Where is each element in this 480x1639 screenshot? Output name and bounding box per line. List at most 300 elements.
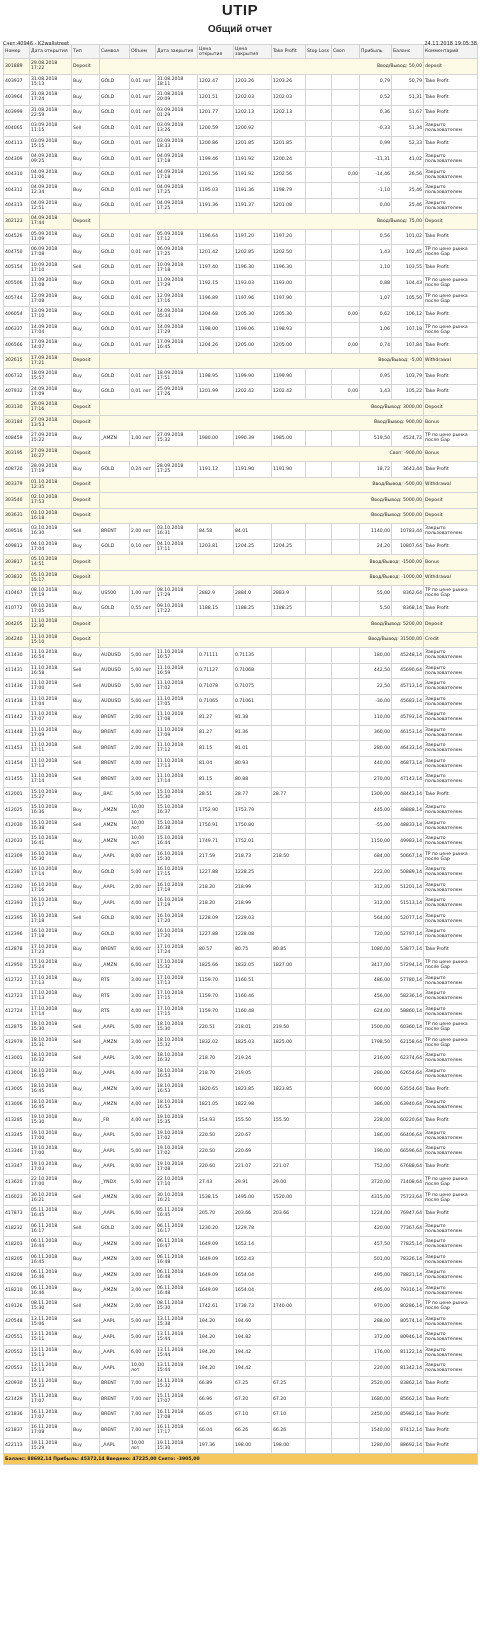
cell-close-date: 11.10.2018 17:02 — [156, 679, 198, 695]
table-row — [4, 1361, 478, 1377]
cell-order-id: 412722 — [4, 973, 30, 989]
cell-close-date: 15.10.2018 16:44 — [156, 834, 198, 850]
cell-comment: TP по цене рынка после Gap — [424, 1175, 478, 1191]
table-row — [4, 1299, 478, 1315]
cell-swap — [332, 1252, 360, 1268]
cell-open-price: 1980.00 — [198, 431, 234, 447]
cell-open-price: 1832.02 — [198, 1035, 234, 1051]
cell-open-date: 04.10.2018 17:04 — [30, 539, 72, 555]
cell-close-price: 218.99 — [234, 896, 272, 912]
cell-order-id: 418205 — [4, 1252, 30, 1268]
cell-take-profit: 1202.42 — [272, 384, 306, 400]
cell-close-price: 219.05 — [234, 1066, 272, 1082]
cell-type: Buy — [72, 245, 100, 261]
cell-profit: 624,00 — [360, 1004, 392, 1020]
cell-order-id: 411454 — [4, 756, 30, 772]
cell-open-date: 02.10.2018 17:53 — [30, 493, 72, 509]
cell-close-price: 1654.04 — [234, 1268, 272, 1284]
cell-type: Deposit — [72, 415, 100, 431]
cell-type: Deposit — [72, 477, 100, 493]
cell-open-date: 19.10.2018 15:30 — [30, 1113, 72, 1129]
cell-close-date: 11.10.2018 17:13 — [156, 756, 198, 772]
cell-swap — [332, 725, 360, 741]
cell-order-id: 411438 — [4, 694, 30, 710]
cell-swap — [332, 1020, 360, 1036]
cell-order-id: 404113 — [4, 136, 30, 152]
cell-type: Sell — [72, 818, 100, 834]
cell-stop-loss — [306, 834, 332, 850]
cell-close-date: 06.11.2018 16:48 — [156, 1252, 198, 1268]
cell-close-price: 1990.39 — [234, 431, 272, 447]
cell-open-date: 17.09.2018 17:21 — [30, 353, 72, 369]
cell-comment: Закрыто пользователем — [424, 183, 478, 199]
cell-comment: Bonus — [424, 555, 478, 571]
cell-close-price: 1652.43 — [234, 1252, 272, 1268]
cell-order-id: 303184 — [4, 415, 30, 431]
cell-close-price: 219.24 — [234, 1051, 272, 1067]
cell-balance: 51201,14 — [392, 880, 424, 896]
cell-symbol: AUDUSD — [100, 694, 130, 710]
cell-swap — [332, 1066, 360, 1082]
cell-open-price: 1227.88 — [198, 927, 234, 943]
cell-symbol: _AMZN — [100, 834, 130, 850]
cell-comment: Закрыто пользователем — [424, 772, 478, 788]
cell-comment: Закрыто пользователем — [424, 756, 478, 772]
cell-symbol: BRENT — [100, 756, 130, 772]
cell-profit: -11,31 — [360, 152, 392, 168]
table-row — [4, 276, 478, 292]
cell-close-date: 11.10.2018 16:59 — [156, 663, 198, 679]
cell-profit: -1,10 — [360, 183, 392, 199]
table-row — [4, 632, 478, 648]
cell-volume: 2,00 лот — [130, 880, 156, 896]
cell-volume: 10,00 лот — [130, 803, 156, 819]
cell-close-price: 1188.25 — [234, 601, 272, 617]
cell-order-id: 421836 — [4, 1407, 30, 1423]
cell-stop-loss — [306, 710, 332, 726]
cell-type: Buy — [72, 927, 100, 943]
cell-stop-loss — [306, 322, 332, 338]
cell-balance: 81122,14 — [392, 1345, 424, 1361]
table-row — [4, 1423, 478, 1439]
cell-stop-loss — [306, 1252, 332, 1268]
cell-order-id: 413006 — [4, 1097, 30, 1113]
cell-type: Buy — [72, 105, 100, 121]
cell-comment: Закрыто пользователем — [424, 1361, 478, 1377]
cell-balance: 57780,14 — [392, 973, 424, 989]
cell-symbol: _AMZN — [100, 818, 130, 834]
cell-close-price: 0.71075 — [234, 679, 272, 695]
cell-open-date: 11.10.2018 17:14 — [30, 772, 72, 788]
cell-order-id: 404065 — [4, 121, 30, 137]
cell-stop-loss — [306, 1361, 332, 1377]
cell-swap — [332, 1159, 360, 1175]
cell-balance: 41,02 — [392, 152, 424, 168]
cell-volume: 4,00 лот — [130, 1066, 156, 1082]
cell-swap — [332, 198, 360, 214]
cell-type: Buy — [72, 276, 100, 292]
cell-swap — [332, 539, 360, 555]
cell-close-price: 1202.42 — [234, 384, 272, 400]
cell-swap — [332, 865, 360, 881]
cell-volume: 6,00 лот — [130, 958, 156, 974]
cell-type: Sell — [72, 1190, 100, 1206]
cell-comment: Take Profit — [424, 90, 478, 106]
cell-open-date: 31.08.2018 17:24 — [30, 90, 72, 106]
column-header: Баланс — [392, 45, 424, 59]
cell-swap — [332, 1113, 360, 1129]
cell-open-date: 11.10.2018 17:11 — [30, 741, 72, 757]
cell-stop-loss — [306, 152, 332, 168]
cell-close-price: 81.36 — [234, 725, 272, 741]
cell-volume: 0,01 лот — [130, 74, 156, 90]
cell-comment: Take Profit — [424, 338, 478, 354]
cell-open-date: 14.11.2018 15:23 — [30, 1376, 72, 1392]
cell-close-date: 15.10.2018 15:30 — [156, 787, 198, 803]
cell-type: Buy — [72, 183, 100, 199]
cell-close-price: 67.10 — [234, 1407, 272, 1423]
cell-comment: TP по цене рынка после Gap — [424, 849, 478, 865]
cell-close-price: 1229.03 — [234, 911, 272, 927]
cell-stop-loss — [306, 1113, 332, 1129]
cell-order-id: 403964 — [4, 90, 30, 106]
cell-take-profit — [272, 1004, 306, 1020]
cell-open-price: 1191.36 — [198, 198, 234, 214]
cell-volume: 7,00 лот — [130, 1376, 156, 1392]
cell-open-price: 1752.90 — [198, 803, 234, 819]
cell-open-price: 220.60 — [198, 1159, 234, 1175]
cell-open-date: 05.10.2018 15:17 — [30, 570, 72, 586]
cell-swap — [332, 772, 360, 788]
cell-close-price: 84.01 — [234, 524, 272, 540]
report-date: 24.11.2018 19:05:38 — [424, 41, 477, 47]
cell-balance: 67688,64 — [392, 1159, 424, 1175]
cell-take-profit: 1204.25 — [272, 539, 306, 555]
cell-open-price: 66.04 — [198, 1423, 234, 1439]
cell-type: Buy — [72, 167, 100, 183]
cell-balance: 3643,44 — [392, 462, 424, 478]
cell-close-date: 06.11.2018 16:48 — [156, 1283, 198, 1299]
cell-profit: 176,00 — [360, 1345, 392, 1361]
cell-type: Buy — [72, 694, 100, 710]
cell-close-price: 220.69 — [234, 1144, 272, 1160]
cell-take-profit — [272, 524, 306, 540]
cell-symbol: GOLD — [100, 167, 130, 183]
cell-volume: 5,00 лот — [130, 694, 156, 710]
cell-swap — [332, 121, 360, 137]
cell-close-date: 18.10.2018 15:30 — [156, 1020, 198, 1036]
cell-comment: Закрыто пользователем — [424, 648, 478, 664]
cell-balance: 48833,14 — [392, 818, 424, 834]
cell-type: Buy — [72, 1066, 100, 1082]
cell-swap — [332, 245, 360, 261]
cell-profit: 442,50 — [360, 663, 392, 679]
cell-open-date: 22.10.2018 17:00 — [30, 1175, 72, 1191]
cell-balance: 45713,14 — [392, 679, 424, 695]
cell-close-price: 0.71061 — [234, 694, 272, 710]
cell-volume: 2,00 лот — [130, 1299, 156, 1315]
cell-comment: Take Profit — [424, 74, 478, 90]
cell-volume: 0,55 лот — [130, 601, 156, 617]
cell-close-date: 05.11.2018 16:45 — [156, 1206, 198, 1222]
table-row — [4, 1020, 478, 1036]
cell-close-date: 15.11.2018 17:07 — [156, 1392, 198, 1408]
cell-comment: deposit — [424, 59, 478, 75]
cell-stop-loss — [306, 1376, 332, 1392]
cell-order-id: 303379 — [4, 477, 30, 493]
cell-balance: 57294,14 — [392, 958, 424, 974]
cell-take-profit — [272, 121, 306, 137]
cell-balance: 63554,64 — [392, 1082, 424, 1098]
cell-close-date: 19.10.2018 17:02 — [156, 1144, 198, 1160]
cell-deposit-info: Ввод/Вывод: -5,00 — [100, 353, 424, 369]
cell-open-date: 18.09.2018 15:57 — [30, 369, 72, 385]
cell-take-profit: 29.00 — [272, 1175, 306, 1191]
cell-comment: TP по цене рынка после Gap — [424, 322, 478, 338]
cell-close-price: 1200.92 — [234, 121, 272, 137]
table-header-row — [4, 45, 478, 59]
cell-profit: 360,00 — [360, 725, 392, 741]
cell-order-id: 420548 — [4, 1314, 30, 1330]
cell-profit: 1280,00 — [360, 1438, 392, 1454]
cell-symbol: GOLD — [100, 307, 130, 323]
cell-comment: Take Profit — [424, 307, 478, 323]
cell-take-profit: 2883.9 — [272, 586, 306, 602]
cell-swap — [332, 973, 360, 989]
cell-type: Sell — [72, 260, 100, 276]
cell-type: Deposit — [72, 353, 100, 369]
cell-open-date: 11.10.2018 16:54 — [30, 648, 72, 664]
cell-open-price: 1649.09 — [198, 1268, 234, 1284]
cell-stop-loss — [306, 1237, 332, 1253]
cell-take-profit: 1199.90 — [272, 369, 306, 385]
cell-open-date: 18.10.2018 16:45 — [30, 1097, 72, 1113]
cell-take-profit — [272, 1252, 306, 1268]
table-row — [4, 849, 478, 865]
cell-close-date: 14.09.2018 17:29 — [156, 322, 198, 338]
cell-volume: 3,00 лот — [130, 1237, 156, 1253]
cell-stop-loss — [306, 1330, 332, 1346]
cell-order-id: 413620 — [4, 1175, 30, 1191]
cell-swap — [332, 136, 360, 152]
cell-comment: Take Profit — [424, 1438, 478, 1454]
cell-profit: 495,00 — [360, 1268, 392, 1284]
cell-swap — [332, 90, 360, 106]
cell-order-id: 303817 — [4, 555, 30, 571]
cell-type: Buy — [72, 136, 100, 152]
cell-close-date: 14.11.2018 15:32 — [156, 1376, 198, 1392]
cell-volume: 0,01 лот — [130, 136, 156, 152]
cell-open-price: 220.50 — [198, 1144, 234, 1160]
cell-open-date: 19.10.2018 17:03 — [30, 1159, 72, 1175]
cell-take-profit: 155.50 — [272, 1113, 306, 1129]
cell-balance: 105,50 — [392, 291, 424, 307]
cell-balance: 52,33 — [392, 136, 424, 152]
cell-type: Buy — [72, 586, 100, 602]
cell-stop-loss — [306, 927, 332, 943]
column-header: Цена открытия — [198, 45, 234, 59]
cell-symbol: _AAPL — [100, 1438, 130, 1454]
cell-take-profit: 1520.00 — [272, 1190, 306, 1206]
cell-symbol: GOLD — [100, 121, 130, 137]
cell-open-date: 15.10.2018 15:27 — [30, 787, 72, 803]
cell-swap — [332, 989, 360, 1005]
cell-swap — [332, 741, 360, 757]
cell-symbol: _AAPL — [100, 1020, 130, 1036]
table-row — [4, 973, 478, 989]
cell-close-price: 198.00 — [234, 1438, 272, 1454]
cell-open-date: 08.11.2018 15:30 — [30, 1299, 72, 1315]
cell-close-price: 1495.00 — [234, 1190, 272, 1206]
cell-swap — [332, 1035, 360, 1051]
cell-comment: Закрыто пользователем — [424, 1268, 478, 1284]
cell-swap — [332, 183, 360, 199]
table-row — [4, 787, 478, 803]
cell-volume: 5,00 лот — [130, 787, 156, 803]
cell-comment: Закрыто пользователем — [424, 973, 478, 989]
cell-stop-loss — [306, 865, 332, 881]
cell-balance: 63940,64 — [392, 1097, 424, 1113]
cell-open-price: 1200.86 — [198, 136, 234, 152]
cell-stop-loss — [306, 803, 332, 819]
cell-take-profit: 221.07 — [272, 1159, 306, 1175]
cell-balance: 101,02 — [392, 229, 424, 245]
cell-open-price: 1201.77 — [198, 105, 234, 121]
cell-type: Buy — [72, 431, 100, 447]
cell-type: Buy — [72, 74, 100, 90]
table-row — [4, 369, 478, 385]
cell-type: Buy — [72, 462, 100, 478]
cell-close-price: 1160.51 — [234, 973, 272, 989]
cell-swap — [332, 1175, 360, 1191]
cell-swap — [332, 710, 360, 726]
cell-profit: 495,00 — [360, 1283, 392, 1299]
cell-type: Buy — [72, 152, 100, 168]
table-row — [4, 90, 478, 106]
cell-profit: 55,00 — [360, 586, 392, 602]
cell-stop-loss — [306, 586, 332, 602]
cell-swap — [332, 1268, 360, 1284]
cell-order-id: 412395 — [4, 911, 30, 927]
cell-swap — [332, 1128, 360, 1144]
cell-close-price: 1832.05 — [234, 958, 272, 974]
cell-open-date: 15.11.2018 17:07 — [30, 1392, 72, 1408]
cell-open-date: 06.11.2018 16:45 — [30, 1252, 72, 1268]
cell-open-price: 220.51 — [198, 1020, 234, 1036]
cell-type: Buy — [72, 384, 100, 400]
cell-profit: 486,00 — [360, 973, 392, 989]
brand-logo-text: UTIP — [221, 2, 259, 19]
cell-swap — [332, 1283, 360, 1299]
cell-open-price: 1201.51 — [198, 90, 234, 106]
table-row — [4, 1206, 478, 1222]
cell-order-id: 411442 — [4, 710, 30, 726]
cell-symbol: AUDUSD — [100, 679, 130, 695]
cell-comment: Take Profit — [424, 462, 478, 478]
table-row — [4, 1082, 478, 1098]
cell-comment: Закрыто пользователем — [424, 710, 478, 726]
cell-balance: 47143,14 — [392, 772, 424, 788]
cell-take-profit — [272, 973, 306, 989]
cell-close-date: 15.10.2018 16:37 — [156, 803, 198, 819]
cell-volume: 5,00 лот — [130, 1144, 156, 1160]
cell-close-price: 1196.30 — [234, 260, 272, 276]
cell-stop-loss — [306, 1066, 332, 1082]
cell-order-id: 406054 — [4, 307, 30, 323]
cell-open-price: 1159.70 — [198, 1004, 234, 1020]
cell-comment: Deposit — [424, 400, 478, 416]
cell-type: Buy — [72, 834, 100, 850]
cell-order-id: 421429 — [4, 1392, 30, 1408]
cell-volume: 6,00 лот — [130, 1345, 156, 1361]
cell-open-date: 16.11.2018 17:07 — [30, 1407, 72, 1423]
cell-profit: 445,00 — [360, 803, 392, 819]
cell-take-profit: 67.25 — [272, 1376, 306, 1392]
cell-symbol: GOLD — [100, 276, 130, 292]
cell-take-profit: 66.26 — [272, 1423, 306, 1439]
cell-balance: 48443,14 — [392, 787, 424, 803]
cell-order-id: 408459 — [4, 431, 30, 447]
cell-close-date: 19.10.2018 15:35 — [156, 1113, 198, 1129]
cell-type: Sell — [72, 1035, 100, 1051]
cell-order-id: 405506 — [4, 276, 30, 292]
cell-comment: Закрыто пользователем — [424, 198, 478, 214]
cell-comment: Закрыто пользователем — [424, 1252, 478, 1268]
cell-swap — [332, 694, 360, 710]
cell-profit: 186,00 — [360, 1128, 392, 1144]
cell-stop-loss — [306, 694, 332, 710]
cell-deposit-info: Ввод/Вывод: -500,00 — [100, 477, 424, 493]
cell-swap — [332, 756, 360, 772]
table-row — [4, 524, 478, 540]
cell-balance: 60360,14 — [392, 1020, 424, 1036]
cell-symbol: _AAPL — [100, 1361, 130, 1377]
cell-comment: Take Profit — [424, 229, 478, 245]
cell-volume: 4,00 лот — [130, 896, 156, 912]
cell-symbol: _AMZN — [100, 1299, 130, 1315]
cell-balance: 107,84 — [392, 338, 424, 354]
cell-stop-loss — [306, 989, 332, 1005]
cell-comment: TP по цене рынка после Gap — [424, 958, 478, 974]
cell-comment: Закрыто пользователем — [424, 818, 478, 834]
cell-symbol: _AAPL — [100, 1206, 130, 1222]
cell-take-profit: 1198.79 — [272, 183, 306, 199]
cell-swap — [332, 524, 360, 540]
cell-order-id: 412393 — [4, 896, 30, 912]
cell-open-date: 10.09.2018 17:10 — [30, 260, 72, 276]
cell-volume: 6,00 лот — [130, 1206, 156, 1222]
table-row — [4, 1392, 478, 1408]
cell-take-profit: 80.85 — [272, 942, 306, 958]
cell-stop-loss — [306, 276, 332, 292]
cell-balance: 46153,14 — [392, 725, 424, 741]
cell-stop-loss — [306, 1020, 332, 1036]
cell-volume: 5,00 лот — [130, 648, 156, 664]
cell-comment: TP по цене рынка после Gap — [424, 1190, 478, 1206]
cell-profit: 0,36 — [360, 105, 392, 121]
cell-open-date: 18.10.2018 16:32 — [30, 1051, 72, 1067]
cell-open-date: 09.10.2018 17:05 — [30, 601, 72, 617]
table-row — [4, 307, 478, 323]
cell-order-id: 404526 — [4, 229, 30, 245]
cell-deposit-info: Ввод/Вывод: -1500,00 — [100, 555, 424, 571]
table-row — [4, 834, 478, 850]
cell-swap — [332, 1407, 360, 1423]
cell-balance: 80946,14 — [392, 1330, 424, 1346]
cell-order-id: 404750 — [4, 245, 30, 261]
cell-stop-loss — [306, 942, 332, 958]
cell-volume: 1,00 лот — [130, 586, 156, 602]
